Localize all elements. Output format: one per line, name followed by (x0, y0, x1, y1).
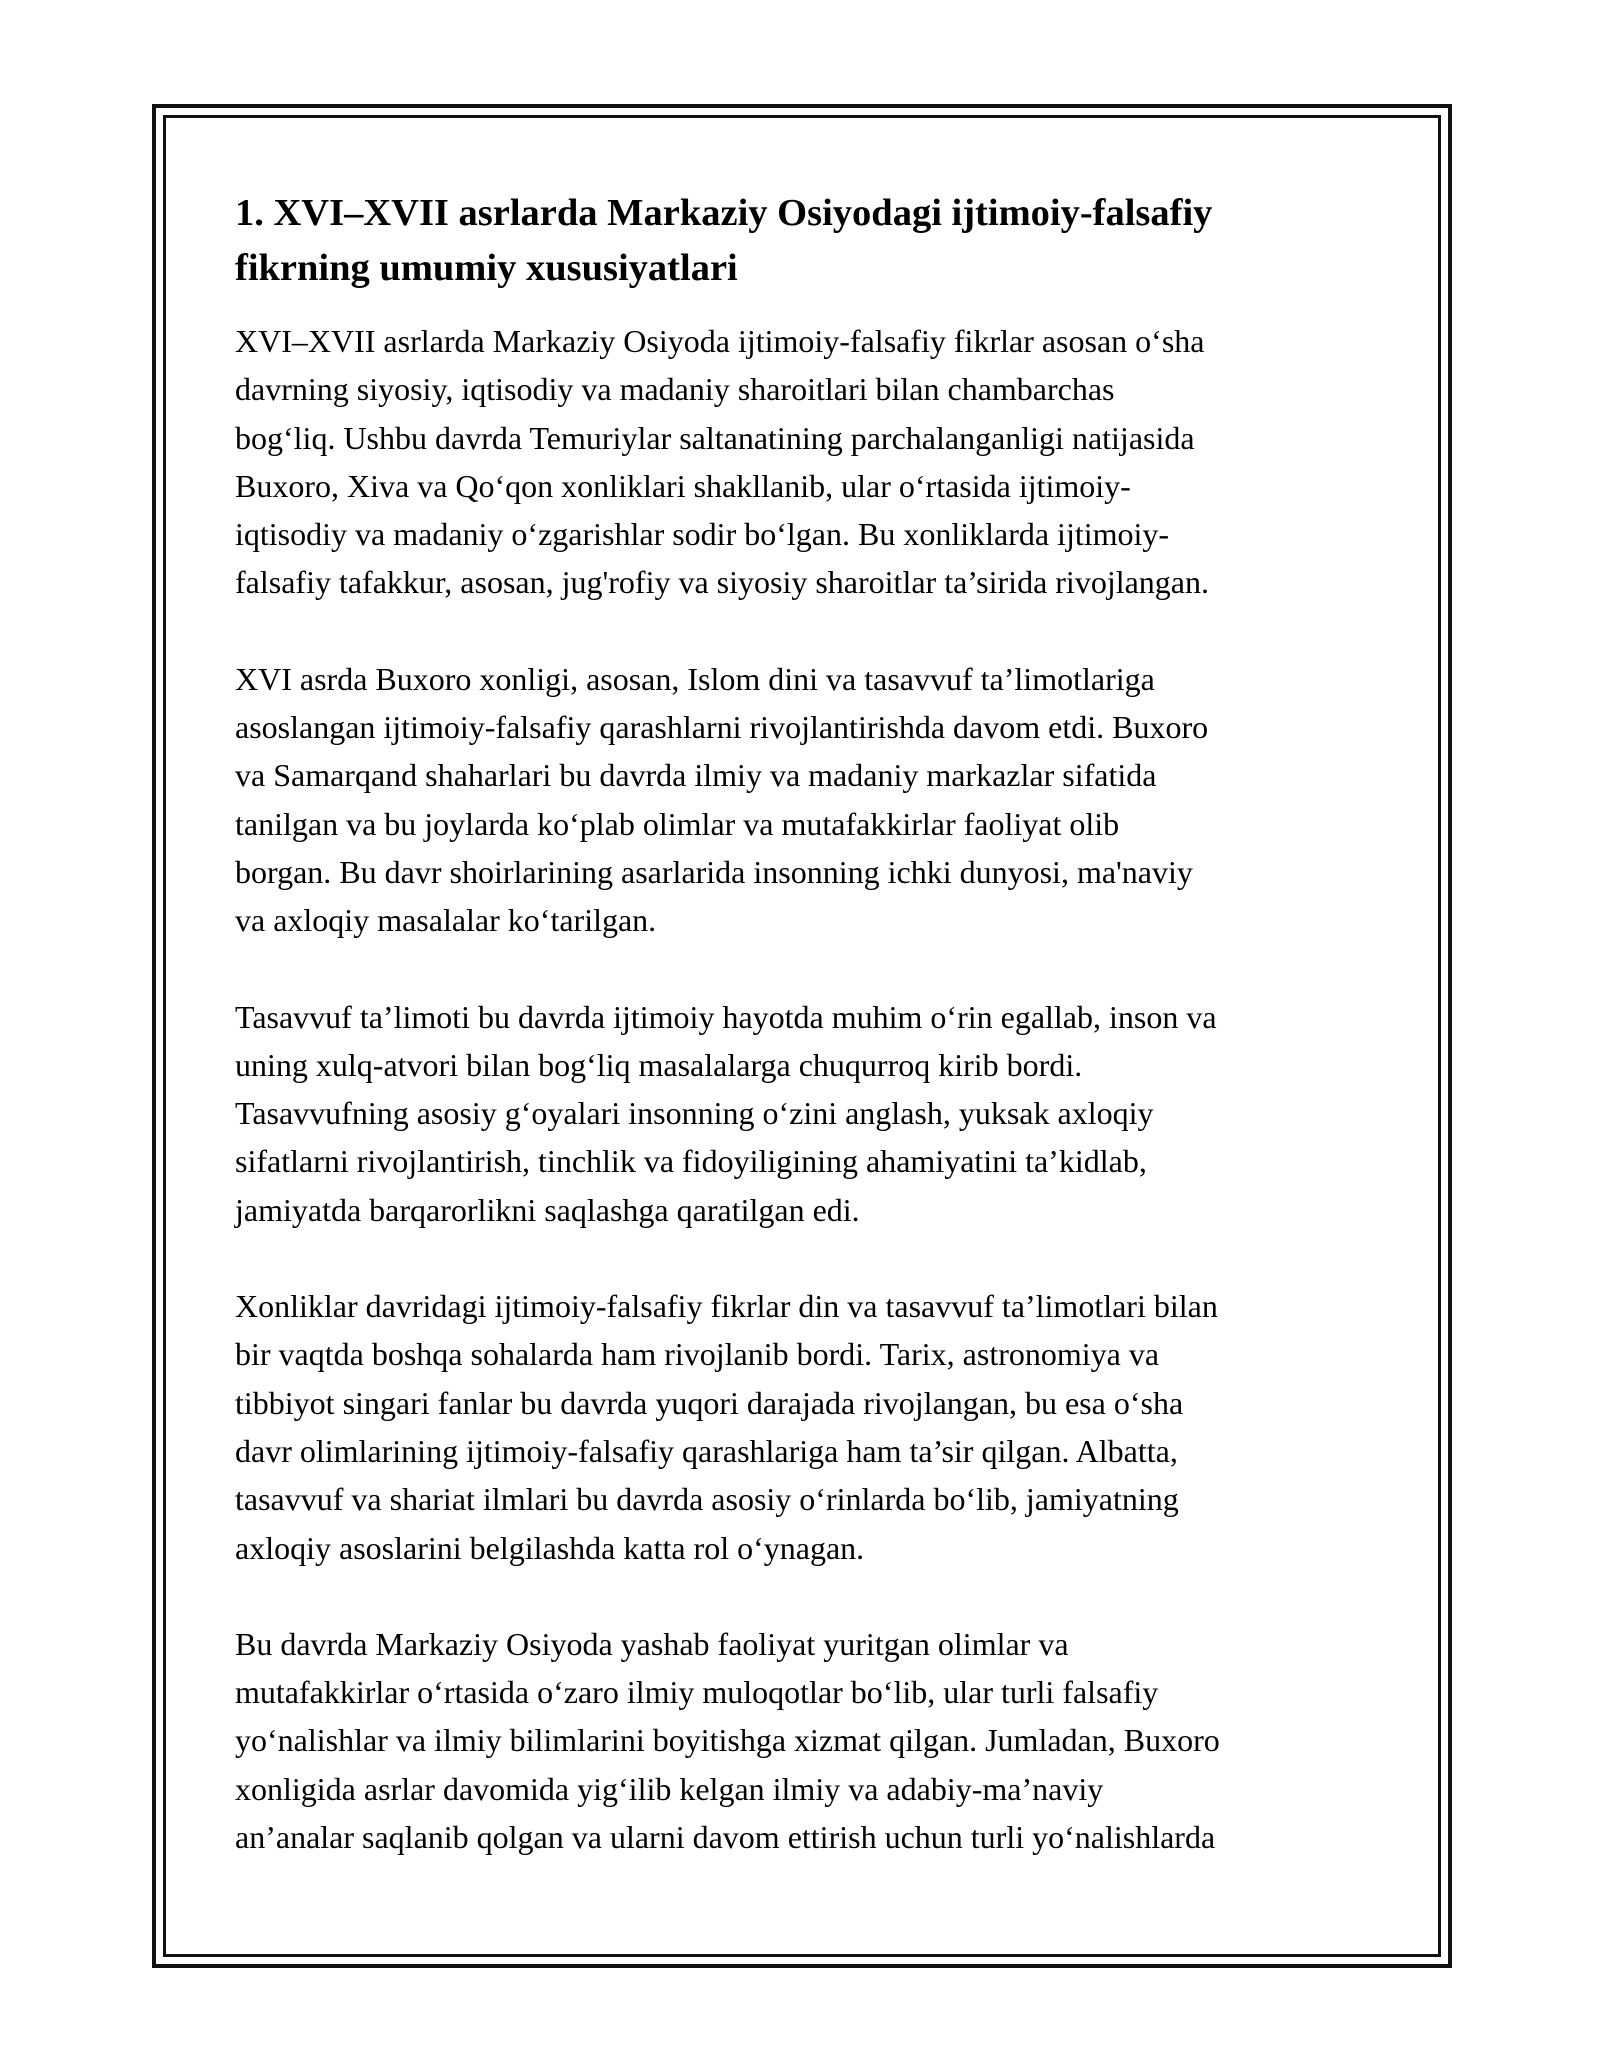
paragraph-line: falsafiy tafakkur, asosan, jug'rofiy va siyosiy sharoitlar ta’sirida rivojlangan. (235, 564, 1209, 601)
paragraph (235, 317, 1375, 607)
paragraph-line: xonligida asrlar davomida yig‘ilib kelgan ilmiy va adabiy-ma’naviy (235, 1770, 1104, 1807)
paragraph-line: jamiyatda barqarorlikni saqlashga qaratilgan edi. (235, 1191, 860, 1228)
paragraph-line: tanilgan va bu joylarda ko‘plab olimlar va mutafakkirlar faoliyat olib (235, 805, 1120, 842)
paragraph-line: davrning siyosiy, iqtisodiy va madaniy sharoitlari bilan chambarchas (235, 371, 1115, 408)
paragraph (235, 1282, 1375, 1572)
paragraph-line: yo‘nalishlar va ilmiy bilimlarini boyitishga xizmat qilgan. Jumladan, Buxoro (235, 1722, 1220, 1759)
paragraph-line: iqtisodiy va madaniy o‘zgarishlar sodir bo‘lgan. Bu xonliklarda ijtimoiy- (235, 516, 1170, 553)
paragraph-line: va axloqiy masalalar ko‘tarilgan. (235, 902, 657, 939)
paragraph-line: tasavvuf va shariat ilmlari bu davrda asosiy o‘rinlarda bo‘lib, jamiyatning (235, 1481, 1179, 1518)
paragraph-line: tibbiyot singari fanlar bu davrda yuqori darajada rivojlangan, bu esa o‘sha (235, 1384, 1184, 1421)
paragraph-list (235, 317, 1375, 1861)
paragraph-line: sifatlarni rivojlantirish, tinchlik va fidoyiligining ahamiyatini ta’kidlab, (235, 1143, 1147, 1180)
paragraph-line: Tasavvuf ta’limoti bu davrda ijtimoiy hayotda muhim o‘rin egallab, inson va (235, 998, 1217, 1035)
paragraph-line: asoslangan ijtimoiy-falsafiy qarashlarni rivojlantirishda davom etdi. Buxoro (235, 709, 1209, 746)
paragraph (235, 993, 1375, 1234)
paragraph-line: an’analar saqlanib qolgan va ularni davom ettirish uchun turli yo‘nalishlarda (235, 1819, 1216, 1856)
section-heading-line: 1. XVI–XVII asrlarda Markaziy Osiyodagi ijtimoiy-falsafiy (235, 192, 1213, 234)
paragraph-line: bir vaqtda boshqa sohalarda ham rivojlanib bordi. Tarix, astronomiya va (235, 1336, 1160, 1373)
paragraph-line: Tasavvufning asosiy g‘oyalari insonning o‘zini anglash, yuksak axloqiy (235, 1095, 1154, 1132)
paragraph-line: XVI–XVII asrlarda Markaziy Osiyoda ijtimoiy-falsafiy fikrlar asosan o‘sha (235, 323, 1205, 359)
paragraph-line: davr olimlarining ijtimoiy-falsafiy qarashlariga ham ta’sir qilgan. Albatta, (235, 1432, 1178, 1469)
paragraph-line: va Samarqand shaharlari bu davrda ilmiy va madaniy markazlar sifatida (235, 757, 1157, 794)
section-heading-line: fikrning umumiy xususiyatlari (235, 247, 738, 289)
paragraph-line: borgan. Bu davr shoirlarining asarlarida insonning ichki dunyosi, ma'naviy (235, 853, 1193, 890)
paragraph-line: axloqiy asoslarini belgilashda katta rol o‘ynagan. (235, 1529, 865, 1566)
paragraph-line: Bu davrda Markaziy Osiyoda yashab faoliyat yuritgan olimlar va (235, 1625, 1069, 1662)
section-heading (235, 186, 1375, 296)
paragraph (235, 1620, 1375, 1861)
paragraph-line: Xonliklar davridagi ijtimoiy-falsafiy fikrlar din va tasavvuf ta’limotlari bilan (235, 1288, 1218, 1325)
paragraph-line: XVI asrda Buxoro xonligi, asosan, Islom dini va tasavvuf ta’limotlariga (235, 660, 1155, 697)
paragraph-line: Buxoro, Xiva va Qo‘qon xonliklari shakllanib, ular o‘rtasida ijtimoiy- (235, 467, 1131, 504)
document-body (235, 186, 1375, 1909)
paragraph-line: bog‘liq. Ushbu davrda Temuriylar saltanatining parchalanganligi natijasida (235, 419, 1195, 456)
paragraph-line: mutafakkirlar o‘rtasida o‘zaro ilmiy muloqotlar bo‘lib, ular turli falsafiy (235, 1674, 1159, 1711)
paragraph-line: uning xulq-atvori bilan bog‘liq masalalarga chuqurroq kirib bordi. (235, 1046, 1083, 1083)
paragraph (235, 655, 1375, 945)
